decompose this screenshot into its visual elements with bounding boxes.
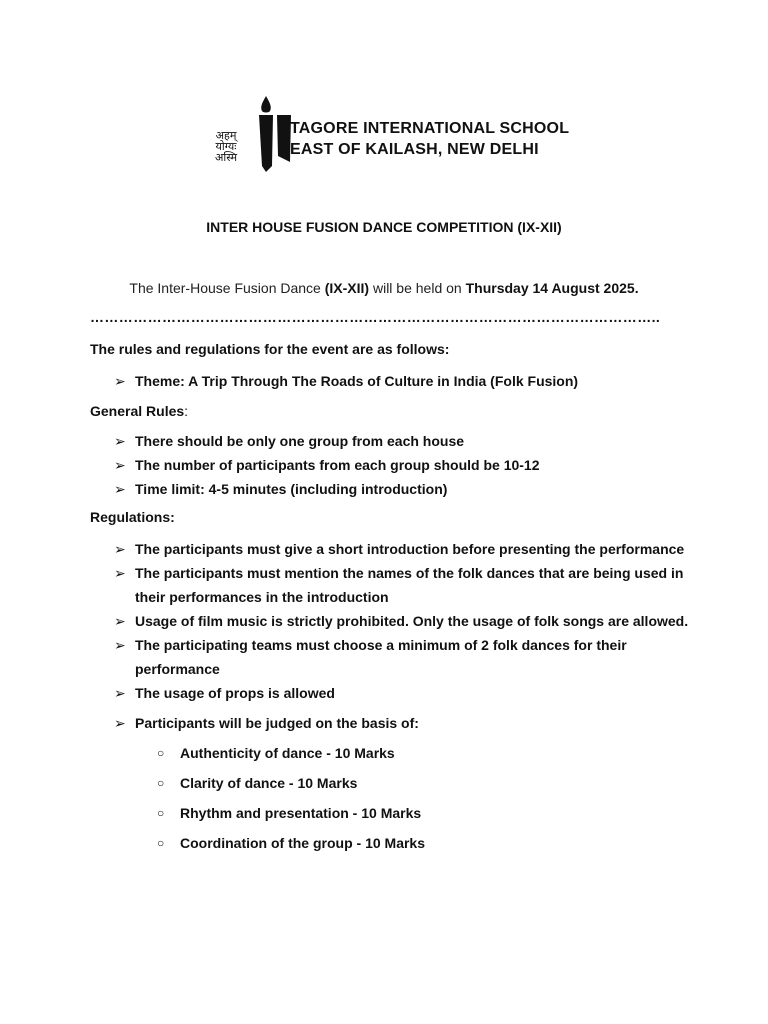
regulation-text: The participants must give a short introduction before presenting the performance	[135, 541, 685, 557]
judging-criteria-list	[90, 738, 690, 858]
list-item	[90, 477, 690, 501]
announcement-date: Thursday 14 August 2025.	[465, 280, 639, 296]
regulations-heading: Regulations:	[90, 509, 175, 525]
regulation-text: Participants will be judged on the basis of:	[135, 715, 419, 731]
arrow-bullet-icon: ➢	[114, 565, 126, 581]
theme-list	[90, 369, 690, 393]
announcement-text-2: will be held on	[369, 280, 466, 296]
regulation-text: The participating teams must choose a minimum of 2 folk dances for their performance	[135, 637, 627, 677]
criterion-text: Clarity of dance - 10 Marks	[180, 775, 358, 791]
general-rules-heading	[90, 401, 690, 421]
announcement-text-1: The Inter-House Fusion Dance	[129, 280, 325, 296]
list-item	[90, 633, 690, 681]
motto-line-3: अस्मि	[214, 151, 238, 164]
school-motto	[203, 130, 249, 163]
list-item	[90, 738, 690, 768]
motto-line-1: अहम्	[215, 129, 237, 142]
arrow-bullet-icon: ➢	[114, 457, 126, 473]
rules-intro: The rules and regulations for the event are as follows:	[90, 341, 450, 357]
list-item	[90, 798, 690, 828]
general-rule-text: The number of participants from each group should be 10-12	[135, 457, 540, 473]
circle-bullet-icon: ○	[157, 776, 165, 790]
regulation-text: The participants must mention the names of the folk dances that are being used in their performances in the introduction	[135, 565, 684, 605]
arrow-bullet-icon: ➢	[114, 685, 126, 701]
school-header	[203, 96, 570, 176]
arrow-bullet-icon: ➢	[114, 637, 126, 653]
circle-bullet-icon: ○	[157, 806, 165, 820]
list-item	[90, 828, 690, 858]
list-item	[90, 429, 690, 453]
list-item	[90, 453, 690, 477]
list-item	[90, 561, 690, 609]
list-item	[90, 609, 690, 633]
announcement	[0, 280, 768, 296]
criterion-text: Rhythm and presentation - 10 Marks	[180, 805, 422, 821]
motto-line-2: योग्यः	[215, 140, 237, 153]
regulation-text: Usage of film music is strictly prohibited. Only the usage of folk songs are allowed.	[135, 613, 689, 629]
arrow-bullet-icon: ➢	[114, 715, 126, 731]
arrow-bullet-icon: ➢	[114, 373, 126, 389]
list-item	[90, 711, 690, 735]
general-rule-text: There should be only one group from each house	[135, 433, 465, 449]
list-item	[90, 537, 690, 561]
regulation-text: The usage of props is allowed	[135, 685, 335, 701]
circle-bullet-icon: ○	[157, 746, 165, 760]
arrow-bullet-icon: ➢	[114, 613, 126, 629]
criterion-text: Authenticity of dance - 10 Marks	[180, 745, 395, 761]
page-title: INTER HOUSE FUSION DANCE COMPETITION (IX-XII)	[206, 219, 562, 235]
arrow-bullet-icon: ➢	[114, 541, 126, 557]
general-rules-label: General Rules	[90, 403, 185, 419]
circle-bullet-icon: ○	[157, 836, 165, 850]
list-item	[90, 681, 690, 705]
arrow-bullet-icon: ➢	[114, 481, 126, 497]
theme-item	[90, 369, 690, 393]
list-item	[90, 768, 690, 798]
dotted-separator: ………………………………………………………………………………………………………..	[90, 309, 661, 325]
arrow-bullet-icon: ➢	[114, 433, 126, 449]
school-name	[290, 118, 569, 160]
criterion-text: Coordination of the group - 10 Marks	[180, 835, 426, 851]
announcement-classes: (IX-XII)	[324, 280, 370, 296]
general-rules-list	[90, 429, 690, 501]
regulations-list	[90, 537, 690, 735]
general-rule-text: Time limit: 4-5 minutes (including introduction)	[135, 481, 448, 497]
general-rules-colon: :	[184, 403, 189, 419]
rules-section	[90, 339, 690, 858]
theme-text: Theme: A Trip Through The Roads of Culture in India (Folk Fusion)	[135, 373, 579, 389]
school-name-line-1: TAGORE INTERNATIONAL SCHOOL	[290, 120, 570, 137]
school-name-line-2: EAST OF KAILASH, NEW DELHI	[290, 141, 539, 158]
